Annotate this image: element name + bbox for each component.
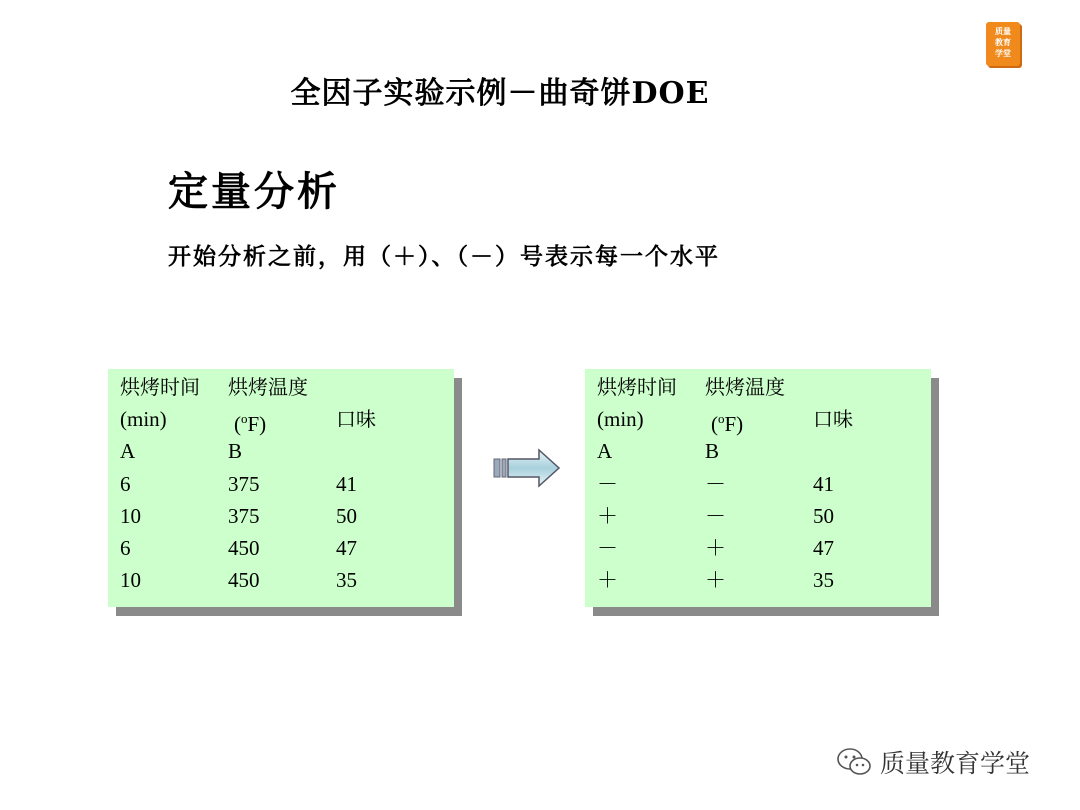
right-arrow-icon: [493, 448, 561, 488]
left-r2-b: 375: [228, 504, 260, 528]
left-header-temp: 烘烤温度: [228, 375, 308, 399]
right-header-temp: 烘烤温度: [705, 375, 785, 399]
left-r1-b: 375: [228, 472, 260, 496]
left-r3-b: 450: [228, 536, 260, 560]
left-r3-a: 6: [120, 536, 131, 560]
right-r1-taste: 41: [813, 472, 834, 496]
right-unit-f: ($^o$F): [711, 411, 744, 436]
left-r2-a: 10: [120, 504, 141, 528]
right-header-taste: 口味: [813, 407, 853, 431]
section-subtitle: 开始分析之前，用（＋）、（－）号表示每一个水平: [168, 243, 720, 270]
left-r1-taste: 41: [336, 472, 357, 496]
right-unit-min: (min): [597, 407, 644, 431]
left-table: [108, 369, 454, 607]
logo-text: [991, 26, 1015, 62]
right-factor-b: B: [705, 439, 720, 463]
right-r3-b: ＋: [705, 536, 726, 560]
right-table: [585, 369, 931, 607]
right-r3-taste: 47: [813, 536, 834, 560]
left-r2-taste: 50: [336, 504, 357, 528]
right-factor-a: A: [597, 439, 613, 463]
left-r3-taste: 47: [336, 536, 357, 560]
right-r2-b: －: [705, 504, 726, 528]
right-r2-a: ＋: [597, 504, 618, 528]
page-title: 全因子实验示例－曲奇饼DOE: [290, 76, 710, 111]
left-factor-a: A: [120, 439, 136, 463]
left-r4-a: 10: [120, 568, 141, 592]
logo-line-2: 教育: [995, 38, 1011, 47]
logo-line-1: 质量: [995, 27, 1011, 36]
left-header-time: 烘烤时间: [120, 375, 200, 399]
section-heading: 定量分析: [168, 168, 340, 215]
left-unit-min: (min): [120, 407, 167, 431]
left-factor-b: B: [228, 439, 243, 463]
right-header-time: 烘烤时间: [597, 375, 677, 399]
logo: [986, 22, 1020, 66]
left-header-taste: 口味: [336, 407, 376, 431]
watermark: [836, 744, 1030, 780]
left-unit-f: ($^o$F): [234, 411, 267, 436]
right-r4-taste: 35: [813, 568, 834, 592]
right-r4-a: ＋: [597, 568, 618, 592]
right-r4-b: ＋: [705, 568, 726, 592]
right-r2-taste: 50: [813, 504, 834, 528]
right-r1-a: －: [597, 472, 618, 496]
right-r1-b: －: [705, 472, 726, 496]
wechat-icon: [836, 747, 872, 777]
watermark-text: 质量教育学堂: [880, 749, 1031, 778]
left-r1-a: 6: [120, 472, 131, 496]
left-r4-b: 450: [228, 568, 260, 592]
left-r4-taste: 35: [336, 568, 357, 592]
logo-line-3: 学堂: [995, 49, 1011, 58]
right-r3-a: －: [597, 536, 618, 560]
